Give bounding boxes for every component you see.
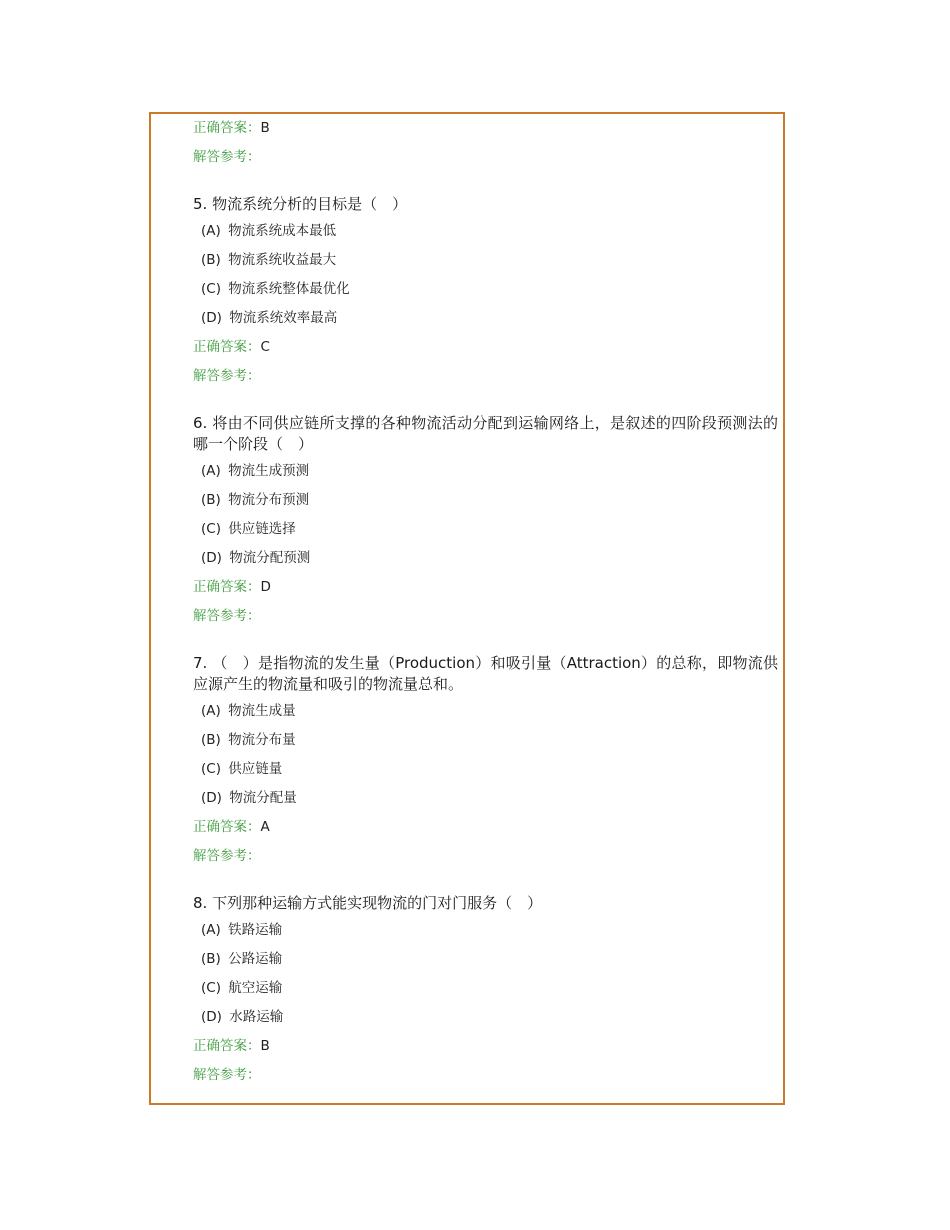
correct-answer-value: B (260, 1038, 270, 1054)
option-c (193, 515, 778, 544)
option-key: (C) (201, 761, 221, 777)
correct-answer-line (193, 333, 778, 362)
correct-answer-label: 正确答案： (193, 819, 261, 835)
option-text: 物流系统成本最低 (228, 223, 337, 239)
correct-answer-label: 正确答案： (193, 1038, 261, 1054)
option-text: 物流系统收益最大 (228, 252, 337, 268)
option-key: (A) (201, 922, 221, 938)
correct-answer-line (193, 813, 778, 842)
question-text: 6. 将由不同供应链所支撑的各种物流活动分配到运输网络上，是叙述的四阶段预测法的哪一个阶段（ ） (193, 414, 778, 453)
question-box-frame (149, 112, 785, 1105)
option-key: (C) (201, 980, 221, 996)
option-key: (B) (201, 951, 221, 967)
option-d (193, 304, 778, 333)
option-text: 航空运输 (228, 980, 283, 996)
correct-answer-value: B (260, 120, 270, 136)
option-b (193, 945, 778, 974)
option-c (193, 974, 778, 1003)
option-key: (D) (201, 310, 222, 326)
reference-label: 解答参考： (193, 368, 261, 384)
question-text: 5. 物流系统分析的目标是（ ） (193, 195, 408, 213)
option-key: (C) (201, 521, 221, 537)
correct-answer-label: 正确答案： (193, 339, 261, 355)
option-text: 供应链量 (228, 761, 283, 777)
option-key: (D) (201, 1009, 222, 1025)
option-b (193, 486, 778, 515)
option-text: 物流分配量 (229, 790, 297, 806)
correct-answer-line (193, 1032, 778, 1061)
option-d (193, 544, 778, 573)
option-b (193, 246, 778, 275)
option-a (193, 916, 778, 945)
correct-answer-value: D (260, 579, 271, 595)
option-key: (A) (201, 463, 221, 479)
question-5 (193, 191, 778, 391)
reference-label: 解答参考： (193, 608, 261, 624)
question-text: 7. （ ）是指物流的发生量（Production）和吸引量（Attraction）的总称，即物流供应源产生的物流量和吸引的物流量总和。 (193, 654, 778, 693)
option-text: 物流系统效率最高 (229, 310, 338, 326)
reference-label: 解答参考： (193, 1067, 261, 1083)
correct-answer-value: A (260, 819, 270, 835)
option-key: (B) (201, 252, 221, 268)
option-key: (D) (201, 550, 222, 566)
option-text: 公路运输 (228, 951, 283, 967)
correct-answer-value: C (260, 339, 270, 355)
option-key: (D) (201, 790, 222, 806)
option-text: 物流生成预测 (228, 463, 310, 479)
option-a (193, 217, 778, 246)
question-8 (193, 890, 778, 1090)
option-text: 物流系统整体最优化 (228, 281, 350, 297)
option-key: (B) (201, 732, 221, 748)
option-c (193, 755, 778, 784)
option-text: 供应链选择 (228, 521, 296, 537)
option-a (193, 697, 778, 726)
option-d (193, 784, 778, 813)
option-text: 物流分配预测 (229, 550, 311, 566)
option-key: (A) (201, 703, 221, 719)
option-text: 物流分布量 (228, 732, 296, 748)
reference-label: 解答参考： (193, 848, 261, 864)
option-text: 水路运输 (229, 1009, 284, 1025)
reference-label: 解答参考： (193, 149, 261, 165)
option-text: 铁路运输 (228, 922, 283, 938)
question-list (193, 114, 778, 1090)
option-a (193, 457, 778, 486)
option-c (193, 275, 778, 304)
option-text: 物流生成量 (228, 703, 296, 719)
correct-answer-line (193, 114, 778, 143)
question-text: 8. 下列那种运输方式能实现物流的门对门服务（ ） (193, 894, 543, 912)
correct-answer-label: 正确答案： (193, 579, 261, 595)
option-key: (B) (201, 492, 221, 508)
option-text: 物流分布预测 (228, 492, 310, 508)
question-6 (193, 410, 778, 631)
correct-answer-line (193, 573, 778, 602)
correct-answer-label: 正确答案： (193, 120, 261, 136)
option-key: (C) (201, 281, 221, 297)
option-d (193, 1003, 778, 1032)
option-key: (A) (201, 223, 221, 239)
question-7 (193, 650, 778, 871)
option-b (193, 726, 778, 755)
